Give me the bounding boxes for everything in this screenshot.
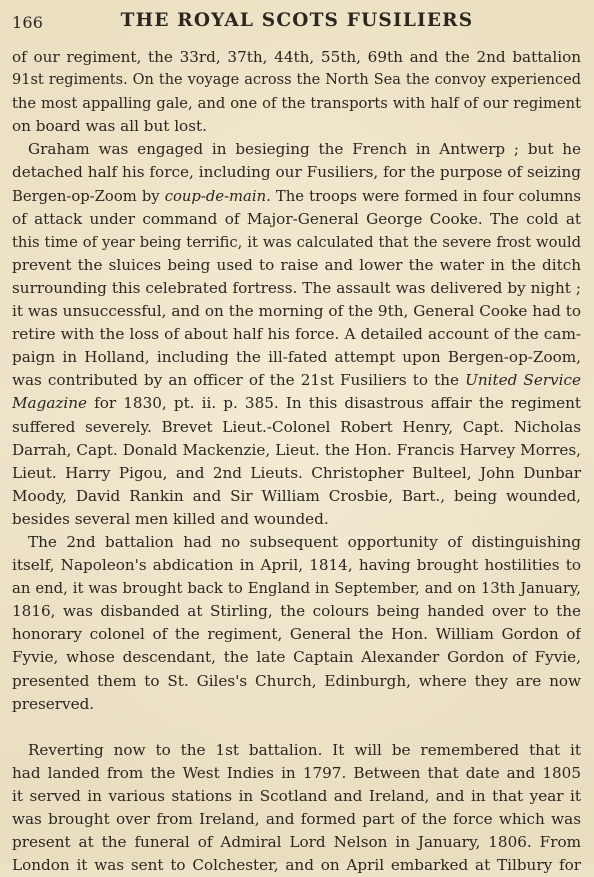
section-gap [12,716,581,739]
text-line: of our regiment, the 33rd, 37th, 44th, 55th, 69th and the 2nd battalion [12,48,581,66]
text-line: presented them to St. Giles's Church, Edinburgh, where they are now [12,671,581,690]
text-run: . The troops were formed in four columns [266,187,581,205]
text-run: Bergen-op-Zoom by [12,187,165,205]
text-line: present at the funeral of Admiral Lord Nelson in January, 1806. From [12,833,581,852]
running-head: THE ROYAL SCOTS FUSILIERS [120,10,474,31]
text-line: on board was all but lost. [12,117,207,136]
text-line: Reverting now to the 1st battalion. It will be remembered that it [28,740,581,759]
text-line: London it was sent to Colchester, and on April embarked at Tilbury for [12,856,581,875]
body-text [12,46,581,877]
text-line [12,185,581,208]
text-line: it was unsuccessful, and on the morning of the 9th, General Cooke had to [12,302,581,321]
text-line [12,392,581,415]
text-line: had landed from the West Indies in 1797. Between that date and 1805 [12,763,581,782]
text-line: Darrah, Capt. Donald Mackenzie, Lieut. the Hon. Francis Harvey Morres, [12,440,581,459]
text-line: 91st regiments. On the voyage across the North Sea the convoy experienced [12,72,581,89]
text-line: preserved. [12,694,95,713]
text-line: Lieut. Harry Pigou, and 2nd Lieuts. Christopher Bulteel, John Dunbar [12,463,581,482]
text-line: surrounding this celebrated fortress. The assault was delivered by night ; [12,278,581,297]
text-line: it served in various stations in Scotland and Ireland, and in that year it [12,786,581,805]
text-line: this time of year being terrific, it was calculated that the severe frost would [12,233,581,251]
text-line: itself, Napoleon's abdication in April, 1814, having brought hostilities to [12,556,581,575]
italic-phrase: coup-de-main [164,187,267,205]
text-line: of attack under command of Major-General George Cooke. The cold at [12,209,581,228]
text-line: The 2nd battalion had no subsequent opportunity of distinguishing [28,532,581,551]
paragraph [12,739,581,877]
italic-phrase: United Service [465,371,581,390]
text-run: was contributed by an officer of the 21st Fusiliers to the [12,371,466,390]
text-line: the most appalling gale, and one of the transports with half of our regiment [12,95,581,113]
text-line: suffered severely. Brevet Lieut.-Colonel Robert Henry, Capt. Nicholas [12,417,581,436]
text-line [12,369,581,392]
italic-phrase: Magazine [12,394,88,413]
paragraph [12,531,581,716]
text-line: paign in Holland, including the ill-fated attempt upon Bergen-op-Zoom, [12,348,581,367]
paragraph [12,46,581,138]
text-line: Graham was engaged in besieging the French in Antwerp ; but he [28,140,581,159]
page-number: 166 [12,13,44,32]
page-header [12,10,582,36]
text-line: besides several men killed and wounded. [12,509,329,528]
text-line: honorary colonel of the regiment, General the Hon. William Gordon of [12,625,581,644]
text-line: Fyvie, whose descendant, the late Captain Alexander Gordon of Fyvie, [12,648,581,667]
text-line: detached half his force, including our Fusiliers, for the purpose of seizing [12,163,581,182]
text-line: prevent the sluices being used to raise and lower the water in the ditch [12,255,581,274]
text-line: was brought over from Ireland, and formed part of the force which was [12,810,581,828]
text-line: 1816, was disbanded at Stirling, the colours being handed over to the [12,602,581,621]
text-line: Moody, David Rankin and Sir William Crosbie, Bart., being wounded, [12,486,581,505]
text-line: retire with the loss of about half his force. A detailed account of the cam- [12,325,581,344]
text-line: an end, it was brought back to England in September, and on 13th January, [12,580,581,598]
text-run: for 1830, pt. ii. p. 385. In this disastrous affair the regiment [87,394,581,413]
paragraph [12,138,581,531]
